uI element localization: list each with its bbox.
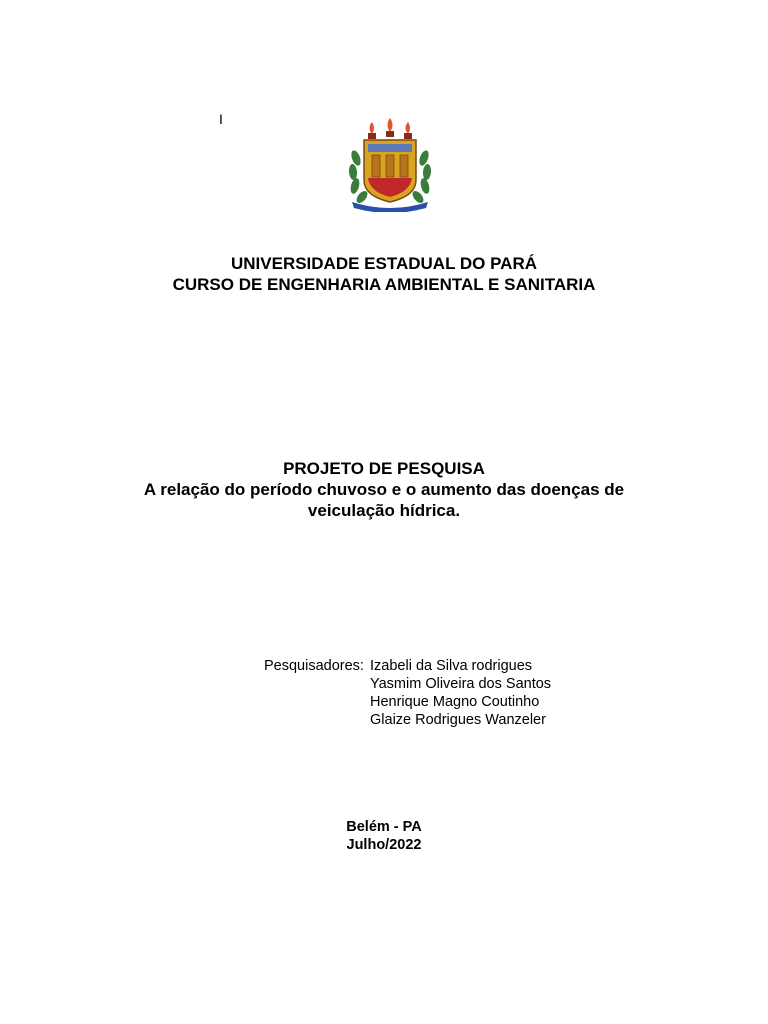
institution-header	[0, 253, 768, 295]
project-block	[0, 458, 768, 521]
text-cursor-mark: I	[219, 111, 223, 127]
researcher-row	[264, 711, 551, 729]
researcher-row	[264, 675, 551, 693]
researcher-name: Henrique Magno Coutinho	[370, 694, 540, 710]
university-crest-icon	[346, 118, 434, 212]
researcher-row	[264, 693, 551, 711]
place-date-block	[0, 818, 768, 854]
date: Julho/2022	[346, 837, 422, 853]
project-type: PROJETO DE PESQUISA	[283, 459, 485, 478]
researchers-list	[264, 657, 551, 729]
researchers-label: Pesquisadores:	[264, 658, 364, 674]
project-title: A relação do período chuvoso e o aumento das doenças de veiculação hídrica.	[143, 480, 625, 520]
city: Belém - PA	[346, 819, 422, 835]
researcher-name: Glaize Rodrigues Wanzeler	[370, 712, 546, 728]
institution-name: UNIVERSIDADE ESTADUAL DO PARÁ	[230, 254, 538, 273]
course-name: CURSO DE ENGENHARIA AMBIENTAL E SANITARIA	[172, 275, 596, 294]
researcher-name: Yasmim Oliveira dos Santos	[370, 676, 552, 692]
researcher-name: Izabeli da Silva rodrigues	[370, 658, 533, 674]
researcher-row	[264, 657, 551, 675]
